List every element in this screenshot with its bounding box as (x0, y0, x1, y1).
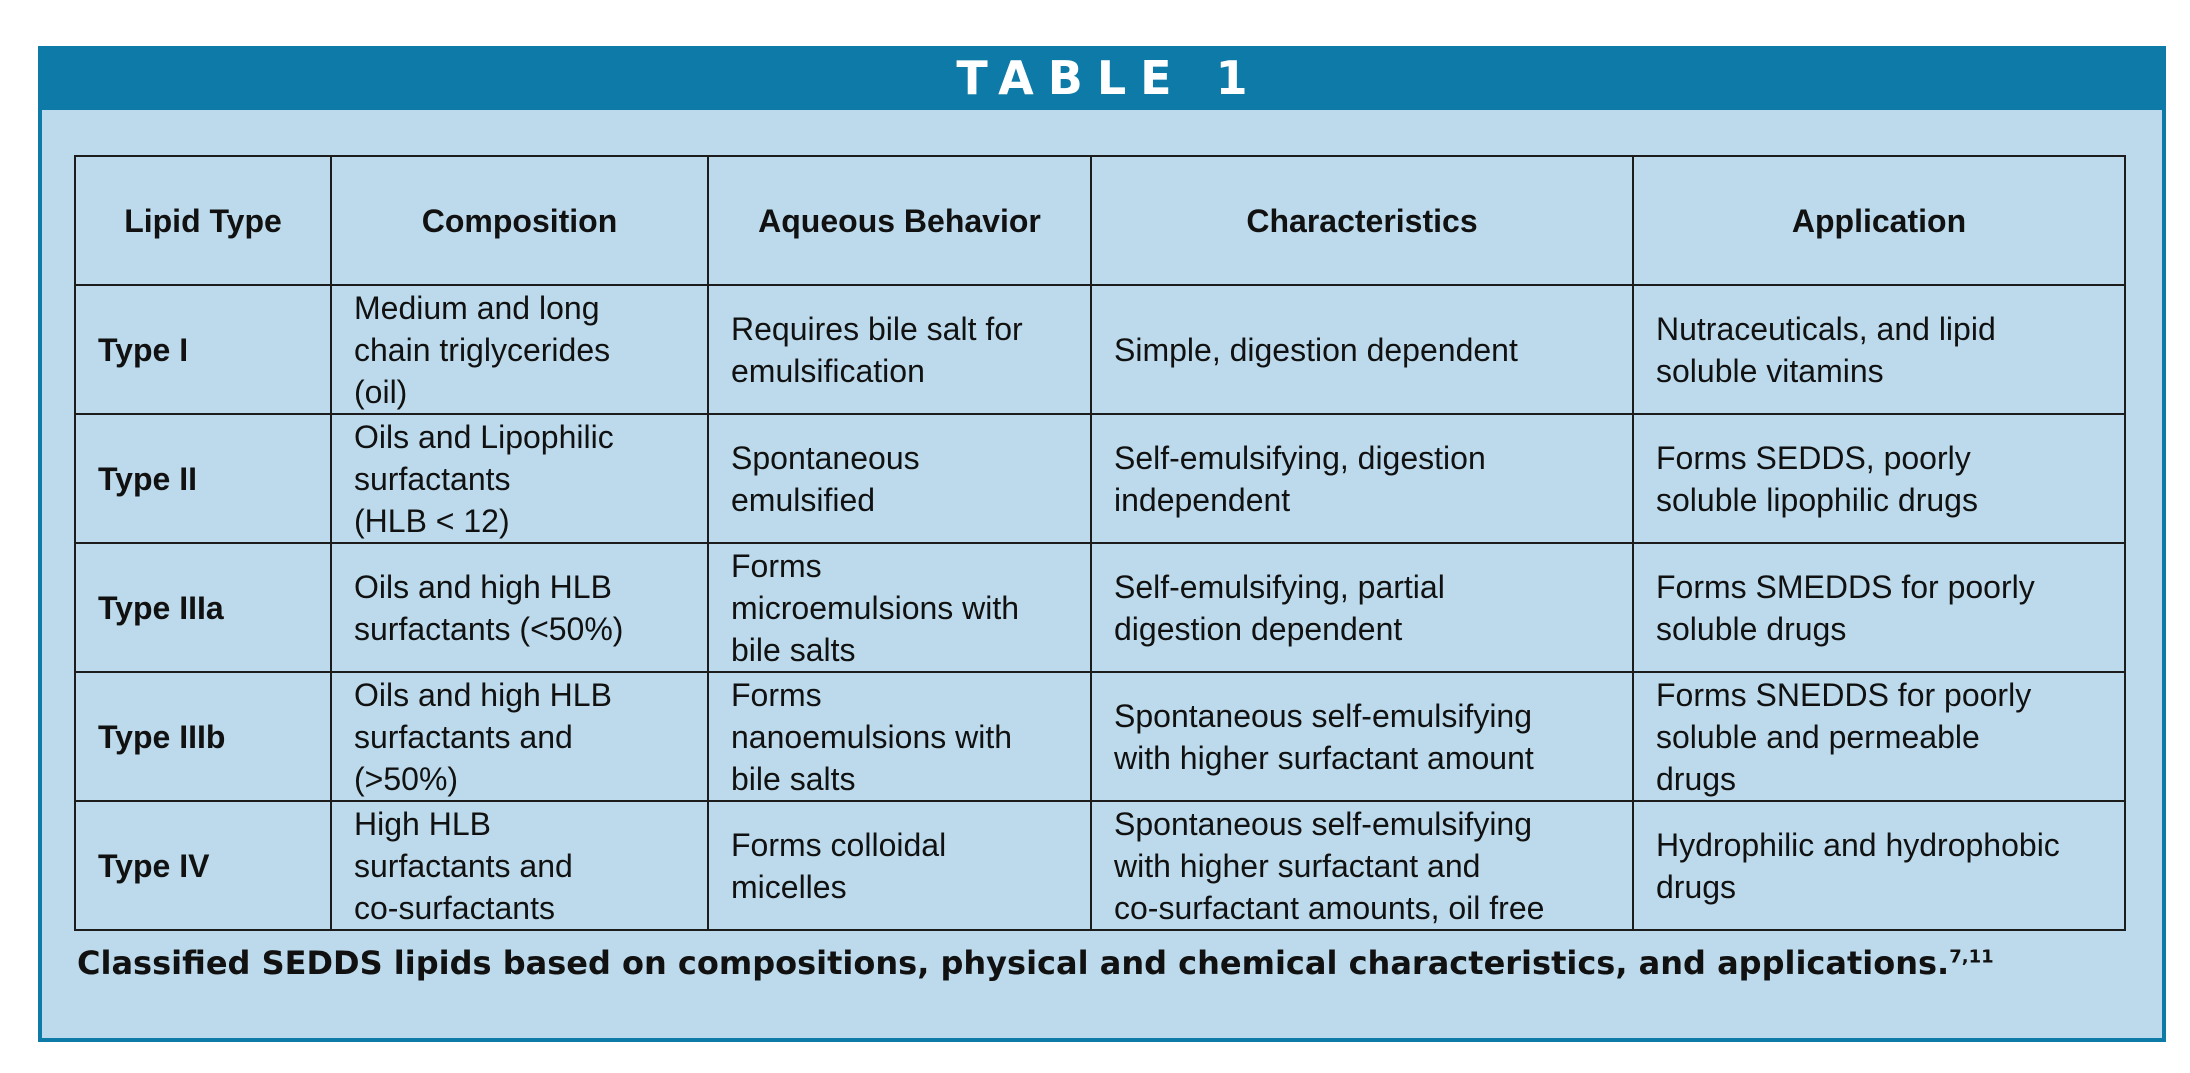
cell-application: Forms SMEDDS for poorly soluble drugs (1633, 543, 2125, 672)
cell-aqueous-behavior: Spontaneous emulsified (708, 414, 1091, 543)
table-header-row (75, 156, 2125, 285)
table-title: TABLE 1 (956, 51, 1262, 105)
table-header-bar (38, 46, 2166, 110)
cell-aqueous-behavior: Requires bile salt for emulsification (708, 285, 1091, 414)
cell-lipid-type: Type IIIb (75, 672, 331, 801)
table-caption (77, 944, 1994, 982)
cell-aqueous-behavior: Forms nanoemulsions with bile salts (708, 672, 1091, 801)
cell-characteristics: Spontaneous self-emulsifying with higher surfactant and co-surfactant amounts, oil free (1091, 801, 1633, 930)
cell-lipid-type: Type IV (75, 801, 331, 930)
column-header-aqueous-behavior: Aqueous Behavior (708, 156, 1091, 285)
cell-characteristics: Simple, digestion dependent (1091, 285, 1633, 414)
cell-lipid-type: Type II (75, 414, 331, 543)
column-header-composition: Composition (331, 156, 708, 285)
cell-characteristics: Self-emulsifying, partial digestion dependent (1091, 543, 1633, 672)
cell-lipid-type: Type I (75, 285, 331, 414)
cell-application: Nutraceuticals, and lipid soluble vitamins (1633, 285, 2125, 414)
column-header-lipid-type: Lipid Type (75, 156, 331, 285)
column-header-characteristics: Characteristics (1091, 156, 1633, 285)
caption-reference: 7,11 (1949, 946, 1994, 968)
table-row (75, 285, 2125, 414)
cell-lipid-type: Type IIIa (75, 543, 331, 672)
cell-composition: High HLB surfactants and co-surfactants (331, 801, 708, 930)
cell-composition: Oils and high HLB surfactants (<50%) (331, 543, 708, 672)
cell-composition: Oils and high HLB surfactants and (>50%) (331, 672, 708, 801)
cell-application: Forms SEDDS, poorly soluble lipophilic drugs (1633, 414, 2125, 543)
table-row (75, 543, 2125, 672)
cell-characteristics: Self-emulsifying, digestion independent (1091, 414, 1633, 543)
cell-composition: Oils and Lipophilic surfactants (HLB < 12) (331, 414, 708, 543)
cell-composition: Medium and long chain triglycerides (oil) (331, 285, 708, 414)
cell-application: Forms SNEDDS for poorly soluble and permeable drugs (1633, 672, 2125, 801)
caption-text: Classified SEDDS lipids based on compositions, physical and chemical characteristics, and applications. (77, 944, 1950, 982)
cell-aqueous-behavior: Forms microemulsions with bile salts (708, 543, 1091, 672)
cell-characteristics: Spontaneous self-emulsifying with higher surfactant amount (1091, 672, 1633, 801)
table-row (75, 414, 2125, 543)
cell-application: Hydrophilic and hydrophobic drugs (1633, 801, 2125, 930)
table-row (75, 801, 2125, 930)
cell-aqueous-behavior: Forms colloidal micelles (708, 801, 1091, 930)
column-header-application: Application (1633, 156, 2125, 285)
table-row (75, 672, 2125, 801)
lipid-classification-table (74, 155, 2126, 931)
